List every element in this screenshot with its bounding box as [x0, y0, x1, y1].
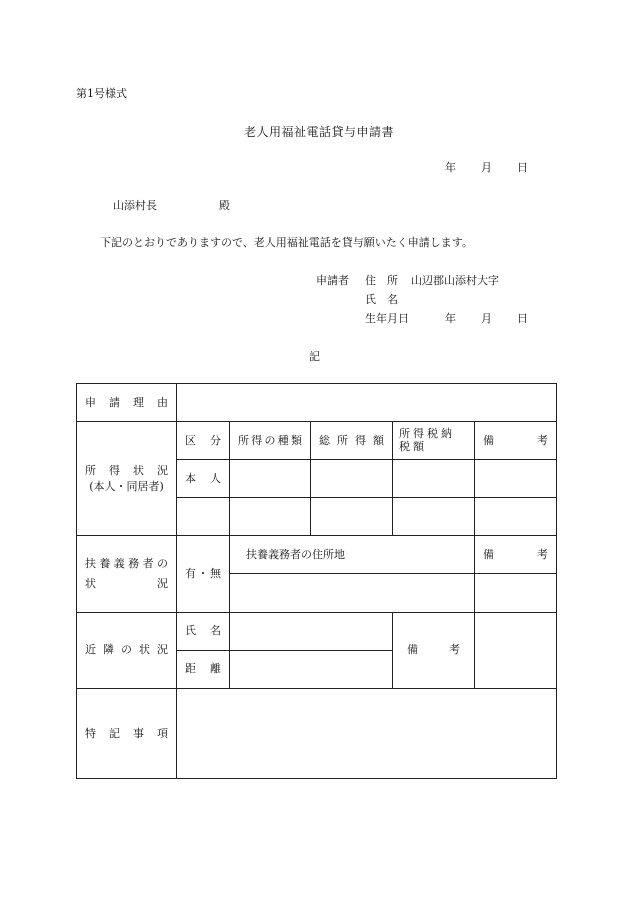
addressee-honorific: 殿 — [219, 199, 230, 212]
application-table — [76, 383, 557, 779]
col-income-type-text: 所 得 の 種 類 — [238, 433, 302, 447]
birth-day: 日 — [517, 312, 528, 325]
neighbor-distance-label — [177, 650, 230, 688]
application-statement: 下記のとおりでありますので、老人用福祉電話を貸与願いたく申請します。 — [100, 236, 473, 249]
support-remarks-text: 備 考 — [483, 548, 549, 562]
special-input[interactable] — [177, 688, 557, 778]
form-number: 第1号様式 — [76, 87, 127, 100]
support-label-cell — [77, 536, 177, 612]
row-self — [177, 460, 230, 498]
support-yes-no-text: 有 ・ 無 — [185, 567, 221, 581]
neighbor-label-cell — [77, 612, 177, 688]
other-income-type[interactable] — [230, 498, 311, 536]
other-total-income[interactable] — [311, 498, 393, 536]
self-remarks[interactable] — [475, 460, 557, 498]
neighbor-label: 近 隣 の 状 況 — [85, 643, 168, 657]
reason-input[interactable] — [177, 384, 557, 422]
support-remarks-input[interactable] — [475, 574, 557, 612]
document-title: 老人用福祉電話貸与申請書 — [244, 125, 395, 139]
col-tax — [393, 422, 475, 460]
support-address-input[interactable] — [230, 574, 475, 612]
birth-month: 月 — [481, 312, 492, 325]
neighbor-distance-input[interactable] — [230, 650, 393, 688]
support-label-2: 状 況 — [85, 576, 168, 590]
other-remarks[interactable] — [475, 498, 557, 536]
col-remarks — [475, 422, 557, 460]
self-total-income[interactable] — [311, 460, 393, 498]
applicant-birth-label: 生年月日 — [365, 312, 409, 325]
col-total-income-text: 総 所 得 額 — [319, 433, 384, 447]
special-label-cell — [77, 688, 177, 778]
col-kubun-text: 区 分 — [185, 433, 221, 447]
support-label-1: 扶 養 義 務 者 の — [85, 557, 168, 571]
reason-label-cell — [77, 384, 177, 422]
col-income-type — [230, 422, 311, 460]
neighbor-remarks-input[interactable] — [475, 612, 557, 688]
applicant-address-label: 住 所 — [365, 274, 398, 287]
self-income-type[interactable] — [230, 460, 311, 498]
support-yes-no[interactable] — [177, 536, 230, 612]
addressee-name: 山添村長 — [113, 199, 157, 212]
support-address-text: 扶養義務者の住所地 — [246, 548, 345, 562]
neighbor-name-text: 氏 名 — [185, 624, 221, 638]
date-month: 月 — [481, 161, 492, 174]
neighbor-name-input[interactable] — [230, 612, 393, 650]
col-tax-text: 所得税納税額 — [399, 427, 455, 453]
applicant-name-label: 氏 名 — [365, 293, 398, 306]
special-label: 特 記 事 項 — [85, 726, 168, 740]
other-kubun[interactable] — [177, 498, 230, 536]
col-total-income — [311, 422, 393, 460]
date-day: 日 — [517, 161, 528, 174]
self-tax[interactable] — [393, 460, 475, 498]
income-label: 所 得 状 況 — [85, 463, 168, 477]
support-remarks-header — [475, 536, 557, 574]
neighbor-remarks-text: 備 考 — [407, 643, 460, 657]
income-label-cell — [77, 422, 177, 536]
income-sublabel: (本人・同居者) — [89, 479, 164, 493]
row-self-text: 本 人 — [185, 471, 221, 485]
reason-label: 申 請 理 由 — [85, 395, 168, 409]
neighbor-remarks-label — [393, 612, 475, 688]
applicant-label: 申請者 — [316, 274, 349, 287]
col-kubun — [177, 422, 230, 460]
support-address-header — [230, 536, 475, 574]
applicant-address-value: 山辺郡山添村大字 — [411, 274, 499, 287]
other-tax[interactable] — [393, 498, 475, 536]
neighbor-name-label — [177, 612, 230, 650]
ki-heading: 記 — [309, 350, 320, 363]
date-year: 年 — [445, 161, 456, 174]
col-remarks-text: 備 考 — [483, 433, 549, 447]
neighbor-distance-text: 距 離 — [185, 662, 221, 676]
birth-year: 年 — [445, 312, 456, 325]
